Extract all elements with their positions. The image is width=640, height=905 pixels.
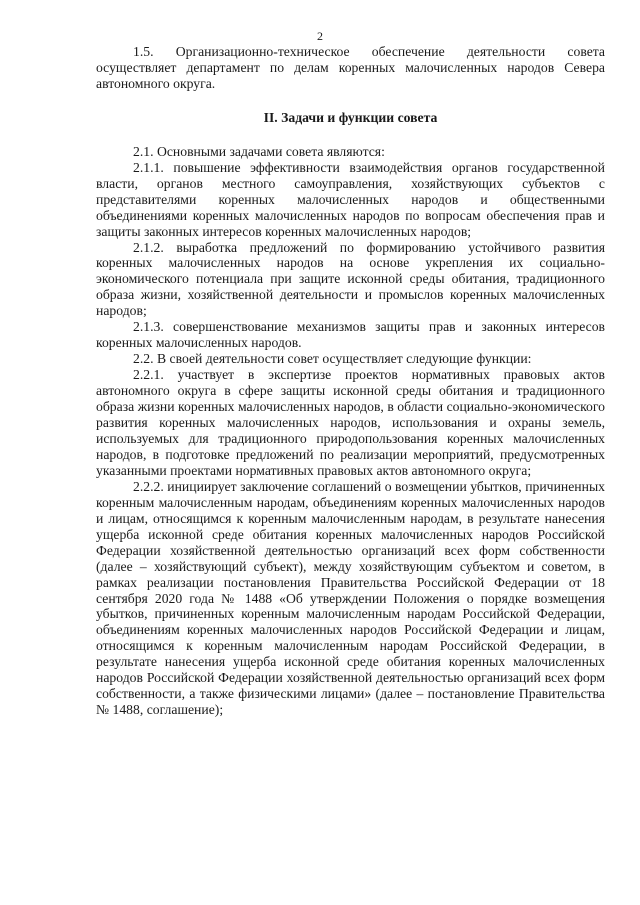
document-body <box>96 44 605 718</box>
paragraph-2-1-1: 2.1.1. повышение эффективности взаимодействия органов государственной власти, органов местного самоуправления, хозяйствующих субъектов с представителями коренных малочисленных народов и общественными объединениями коренных малочисленных народов по вопросам обеспечения прав и защиты законных интересов коренных малочисленных народов; <box>96 159 605 239</box>
section-heading: II. Задачи и функции совета <box>263 109 438 125</box>
paragraph-2-1-2: 2.1.2. выработка предложений по формированию устойчивого развития коренных малочисленных народов на основе укрепления их социально-экономического потенциала при защите исконной среды обитания, традиционного образа жизни, хозяйственной деятельности и промыслов коренных малочисленных народов; <box>96 239 605 319</box>
paragraph-1-5: 1.5. Организационно-техническое обеспечение деятельности совета осуществляет департамент по делам коренных малочисленных народов Севера автономного округа. <box>96 44 605 91</box>
paragraph-2-2: 2.2. В своей деятельности совет осуществляет следующие функции: <box>133 351 532 367</box>
paragraph-2-1-3: 2.1.3. совершенствование механизмов защиты прав и законных интересов коренных малочисленных народов. <box>96 319 605 351</box>
paragraph-2-1: 2.1. Основными задачами совета являются: <box>133 143 385 159</box>
paragraph-2-2-1: 2.2.1. участвует в экспертизе проектов нормативных правовых актов автономного округа в сфере защиты исконной среды обитания и традиционного образа жизни коренных малочисленных народов, в области социально-экономического развития коренных малочисленных народов, использования и охраны земель, используемых для традиционного природопользования коренных малочисленных народов, в подготовке предложений по реализации мероприятий, предусмотренных указанными проектами нормативных правовых актов автономного округа; <box>96 367 605 478</box>
paragraph-2-2-2: 2.2.2. инициирует заключение соглашений о возмещении убытков, причиненных коренным малочисленным народам, объединениям коренных малочисленных народов и лицам, относящимся к коренным малочисленным народам, в результате нанесения ущерба исконной среде обитания коренных малочисленных народов Российской Федерации хозяйственной деятельностью организаций всех форм собственности (далее – хозяйствующий субъект), между хозяйствующим субъектом и советом, в рамках реализации постановления Правительства Российской Федерации от 18 сентября 2020 года № 1488 «Об утверждении Положения о порядке возмещения убытков, причиненных коренным малочисленным народам Российской Федерации, объединениям коренных малочисленных народов Российской Федерации и лицам, относящимся к коренным малочисленным народам Российской Федерации, в результате нанесения ущерба исконной среде обитания коренных малочисленных народов Российской Федерации хозяйственной деятельностью организаций всех форм собственности, а также физическими лицами» (далее – постановление Правительства № 1488, соглашение); <box>96 478 605 718</box>
page-number: 2 <box>317 29 323 43</box>
